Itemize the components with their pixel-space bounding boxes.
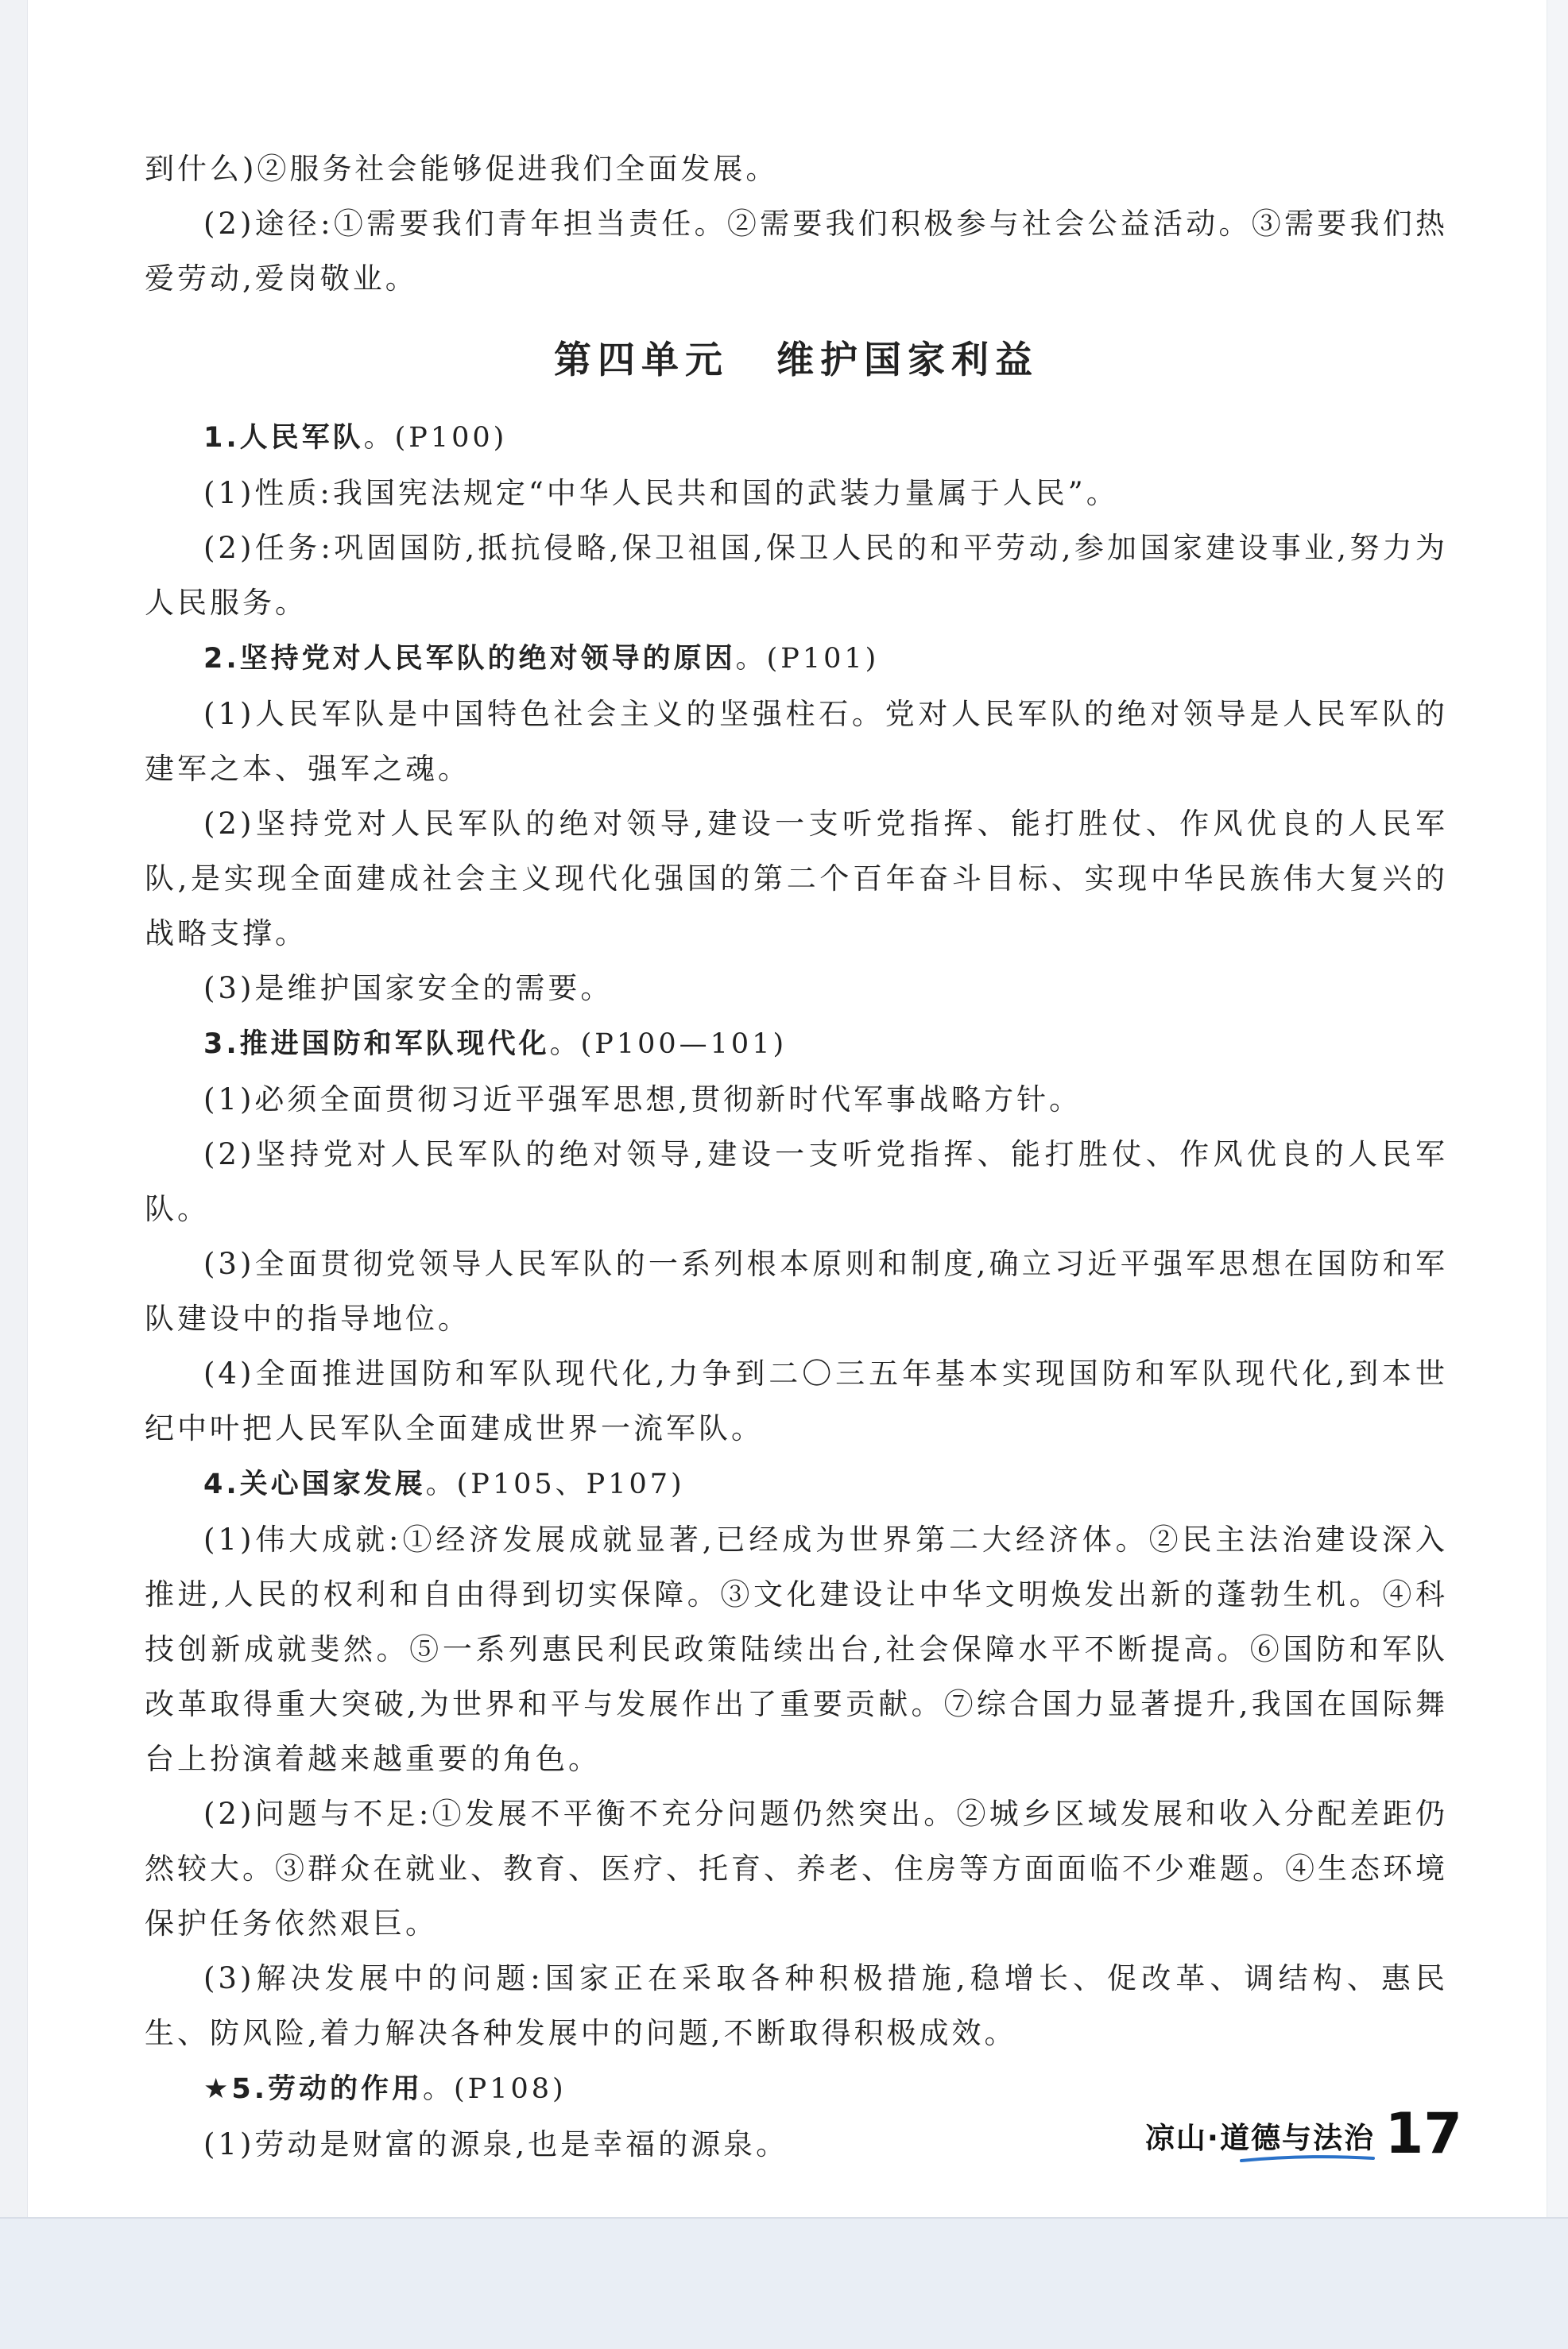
paragraph: (4)全面推进国防和军队现代化,力争到二〇三五年基本实现国防和军队现代化,到本世纪中叶把人民军队全面建成世界一流军队。 [145, 1356, 1448, 1445]
heading-text: ★5.劳动的作用 [203, 2073, 424, 2105]
page-reference: 。(P108) [423, 2073, 567, 2105]
section-heading-3 [145, 1016, 1448, 1072]
heading-text: 2.坚持党对人民军队的绝对领导的原因 [203, 643, 736, 675]
page-edge-right [1547, 0, 1568, 2347]
unit-name: 维护国家利益 [776, 339, 1039, 382]
page-edge-left [0, 0, 28, 2347]
section-heading-1 [145, 409, 1448, 466]
paragraph: (1)劳动是财富的源泉,也是幸福的源泉。 [203, 2127, 789, 2161]
swoosh-decoration-icon [1240, 2154, 1375, 2163]
page-footer [1129, 2101, 1462, 2171]
heading-text: 1.人民军队 [203, 422, 364, 454]
bottom-page-edge [0, 2217, 1568, 2349]
unit-title [145, 333, 1448, 389]
paragraph: (2)问题与不足:①发展不平衡不充分问题仍然突出。②城乡区域发展和收入分配差距仍然较大。③群众在就业、教育、医疗、托育、养老、住房等方面面临不少难题。④生态环境保护任务依然艰巨。 [145, 1797, 1448, 1941]
section-heading-2 [145, 630, 1448, 687]
heading-text: 3.推进国防和军队现代化 [203, 1028, 550, 1060]
footer-label: 凉山·道德与法治 [1144, 2121, 1375, 2155]
paragraph: (1)必须全面贯彻习近平强军思想,贯彻新时代军事战略方针。 [203, 1082, 1082, 1116]
section-heading-4 [145, 1456, 1448, 1512]
paragraph: (3)解决发展中的问题:国家正在采取各种积极措施,稳增长、促改革、调结构、惠民生、防风险,着力解决各种发展中的问题,不断取得积极成效。 [145, 1961, 1448, 2050]
continued-line: 到什么)②服务社会能够促进我们全面发展。 [145, 152, 779, 186]
paragraph: (2)途径:①需要我们青年担当责任。②需要我们积极参与社会公益活动。③需要我们热爱劳动,爱岗敬业。 [145, 207, 1448, 296]
paragraph: (2)任务:巩固国防,抵抗侵略,保卫祖国,保卫人民的和平劳动,参加国家建设事业,努力为人民服务。 [145, 531, 1448, 620]
page-number: 17 [1384, 2101, 1462, 2166]
page-reference: 。(P105、P107) [425, 1469, 685, 1500]
page-reference: 。(P100) [363, 422, 508, 454]
paragraph: (3)全面贯彻党领导人民军队的一系列根本原则和制度,确立习近平强军思想在国防和军队建设中的指导地位。 [145, 1247, 1448, 1336]
page-content [145, 141, 1448, 2172]
page-reference: 。(P101) [735, 643, 880, 675]
heading-text: 4.关心国家发展 [203, 1469, 426, 1500]
paragraph: (1)性质:我国宪法规定“中华人民共和国的武装力量属于人民”。 [203, 476, 1119, 510]
paragraph: (2)坚持党对人民军队的绝对领导,建设一支听党指挥、能打胜仗、作风优良的人民军队,是实现全面建成社会主义现代化强国的第二个百年奋斗目标、实现中华民族伟大复兴的战略支撑。 [145, 807, 1448, 950]
paragraph: (3)是维护国家安全的需要。 [203, 971, 614, 1005]
page-reference: 。(P100—101) [549, 1028, 788, 1060]
paragraph: (1)伟大成就:①经济发展成就显著,已经成为世界第二大经济体。②民主法治建设深入推进,人民的权利和自由得到切实保障。③文化建设让中华文明焕发出新的蓬勃生机。④科技创新成就斐然。⑤一系列惠民利民政策陆续出台,社会保障水平不断提高。⑥国防和军队改革取得重大突破,为世界和平与发展作出了重要贡献。⑦综合国力显著提升,我国在国际舞台上扮演着越来越重要的角色。 [145, 1523, 1448, 1776]
unit-number: 第四单元 [554, 339, 729, 382]
paragraph: (1)人民军队是中国特色社会主义的坚强柱石。党对人民军队的绝对领导是人民军队的建军之本、强军之魂。 [145, 697, 1448, 786]
paragraph: (2)坚持党对人民军队的绝对领导,建设一支听党指挥、能打胜仗、作风优良的人民军队。 [145, 1137, 1448, 1226]
